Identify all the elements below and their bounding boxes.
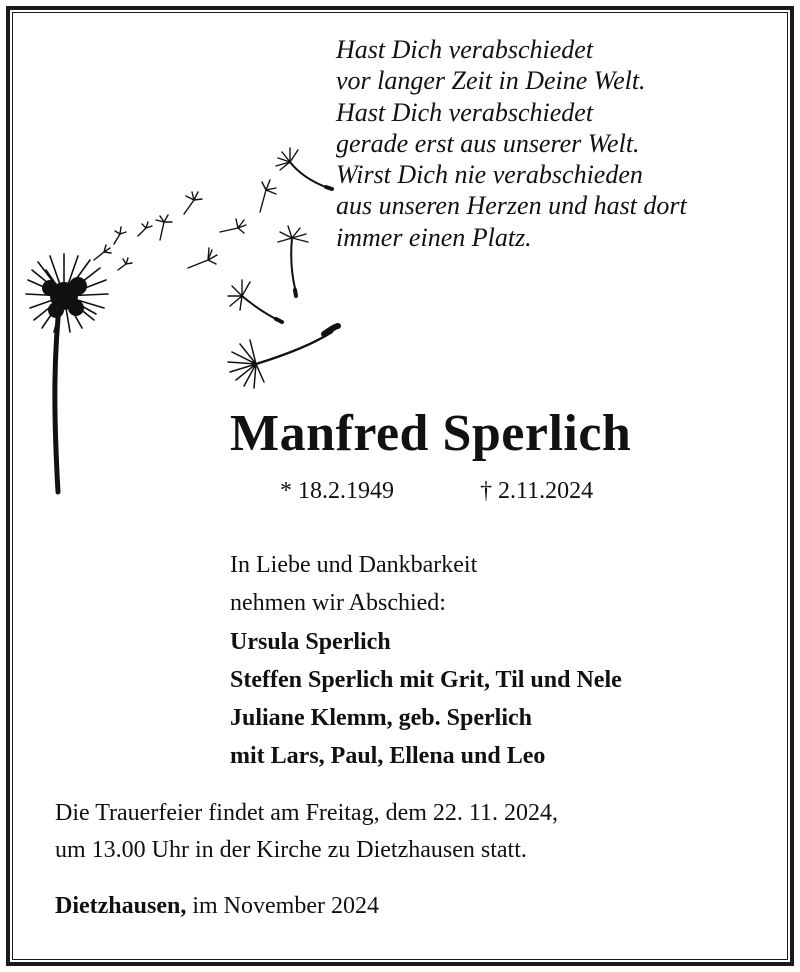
poem-line: immer einen Platz. — [336, 222, 532, 252]
poem-line: aus unseren Herzen und hast dort — [336, 191, 687, 221]
service-info — [55, 795, 755, 869]
birth-date: * 18.2.1949 — [280, 478, 394, 504]
mourn-intro-line: In Liebe und Dankbarkeit — [230, 552, 478, 578]
poem-line: Hast Dich verabschiedet — [336, 97, 594, 127]
mourner-name: mit Lars, Paul, Ellena und Leo — [230, 743, 546, 770]
poem-line: gerade erst aus unserer Welt. — [336, 128, 640, 158]
death-date: † 2.11.2024 — [480, 478, 594, 504]
mourner-name: Juliane Klemm, geb. Sperlich — [230, 705, 532, 732]
poem-line: vor langer Zeit in Deine Welt. — [336, 66, 646, 96]
mourner-name: Steffen Sperlich mit Grit, Til und Nele — [230, 666, 622, 693]
place-town: Dietzhausen, — [55, 893, 187, 919]
mourn-intro-line: nehmen wir Abschied: — [230, 590, 446, 617]
place-month: im November 2024 — [192, 893, 379, 919]
poem-line: Wirst Dich nie verabschieden — [336, 160, 643, 190]
poem-line: Hast Dich verabschiedet — [336, 35, 594, 64]
deceased-name: Manfred Sperlich — [230, 405, 632, 462]
service-line: Die Trauerfeier findet am Freitag, dem 22. 11. 2024, — [55, 800, 558, 826]
service-line: um 13.00 Uhr in der Kirche zu Dietzhausen statt. — [55, 837, 527, 863]
place-date — [55, 893, 379, 920]
mourners-block — [230, 546, 770, 776]
mourner-name: Ursula Sperlich — [230, 628, 391, 655]
poem — [336, 34, 766, 253]
